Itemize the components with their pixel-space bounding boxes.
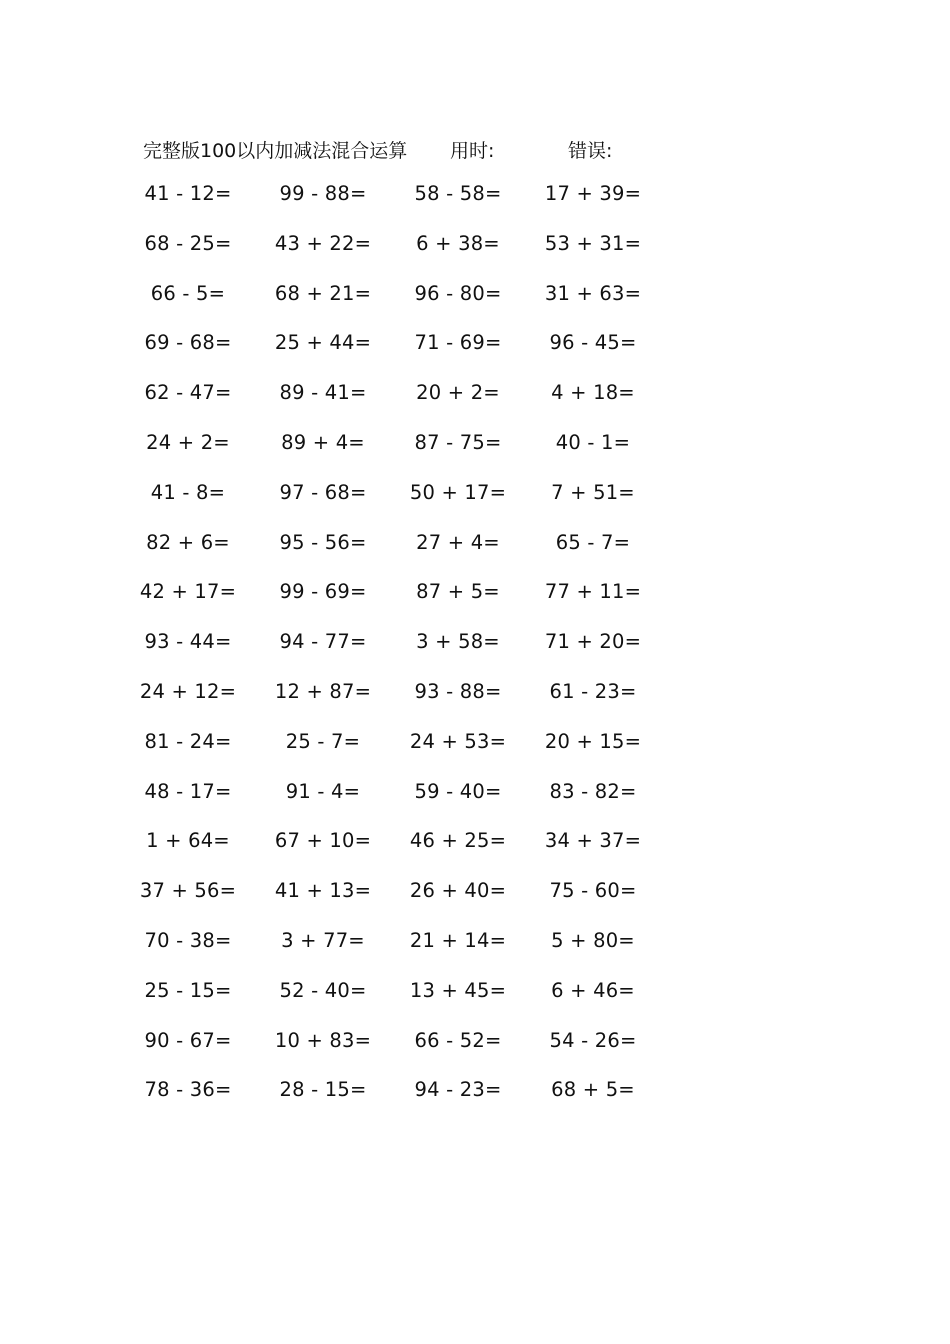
math-problem: 28 - 15=: [279, 1078, 367, 1102]
math-problem: 75 - 60=: [549, 879, 637, 903]
math-problem: 4 + 18=: [551, 381, 635, 405]
math-problem: 87 + 5=: [416, 580, 500, 604]
math-problem: 65 - 7=: [555, 530, 631, 554]
math-problem: 25 - 7=: [285, 729, 361, 753]
problem-row: [0, 481, 950, 531]
math-problem: 61 - 23=: [549, 679, 637, 703]
math-problem: 3 + 77=: [281, 928, 365, 952]
math-problem: 71 - 69=: [414, 331, 502, 355]
math-problem: 34 + 37=: [544, 829, 642, 853]
math-problem: 24 + 53=: [409, 729, 507, 753]
problem-row: [0, 381, 950, 431]
problem-row: [0, 1078, 950, 1128]
math-problem: 24 + 12=: [139, 679, 237, 703]
math-problem: 77 + 11=: [544, 580, 642, 604]
math-problem: 41 - 8=: [150, 480, 226, 504]
problem-row: [0, 630, 950, 680]
math-problem: 97 - 68=: [279, 480, 367, 504]
math-problem: 66 - 5=: [150, 281, 226, 305]
math-problem: 91 - 4=: [285, 779, 361, 803]
problem-row: [0, 1029, 950, 1079]
math-problem: 37 + 56=: [139, 879, 237, 903]
problem-row: [0, 431, 950, 481]
problem-row: [0, 929, 950, 979]
math-problem: 5 + 80=: [551, 928, 635, 952]
problem-row: [0, 282, 950, 332]
math-problem: 93 - 44=: [144, 630, 232, 654]
math-problem: 62 - 47=: [144, 381, 232, 405]
math-problem: 41 - 12=: [144, 182, 232, 205]
math-problem: 26 + 40=: [409, 879, 507, 903]
math-problem: 66 - 52=: [414, 1028, 502, 1052]
problem-row: [0, 331, 950, 381]
math-problem: 52 - 40=: [279, 978, 367, 1002]
math-problem: 67 + 10=: [274, 829, 372, 853]
math-problem: 95 - 56=: [279, 530, 367, 554]
time-label: 用时:: [450, 140, 495, 162]
math-problem: 78 - 36=: [144, 1078, 232, 1102]
problem-row: [0, 979, 950, 1029]
math-problem: 68 + 21=: [274, 281, 372, 305]
math-problem: 82 + 6=: [146, 530, 230, 554]
math-problem: 54 - 26=: [549, 1028, 637, 1052]
math-problem: 89 - 41=: [279, 381, 367, 405]
problem-row: [0, 182, 950, 232]
math-problem: 6 + 38=: [416, 231, 500, 255]
math-problem: 6 + 46=: [551, 978, 635, 1002]
problem-row: [0, 879, 950, 929]
math-problem: 69 - 68=: [144, 331, 232, 355]
math-problem: 40 - 1=: [555, 430, 631, 454]
math-problem: 13 + 45=: [409, 978, 507, 1002]
math-problem: 17 + 39=: [544, 182, 642, 205]
problem-row: [0, 780, 950, 830]
math-problem: 12 + 87=: [274, 679, 372, 703]
math-problem: 25 + 44=: [274, 331, 372, 355]
math-problem: 89 + 4=: [281, 430, 365, 454]
problem-row: [0, 829, 950, 879]
math-problem: 10 + 83=: [274, 1028, 372, 1052]
math-problem: 70 - 38=: [144, 928, 232, 952]
math-problem: 59 - 40=: [414, 779, 502, 803]
math-problem: 83 - 82=: [549, 779, 637, 803]
math-problem: 93 - 88=: [414, 679, 502, 703]
problem-grid: [0, 182, 950, 1128]
math-problem: 48 - 17=: [144, 779, 232, 803]
math-problem: 46 + 25=: [409, 829, 507, 853]
problem-row: [0, 680, 950, 730]
math-problem: 27 + 4=: [416, 530, 500, 554]
math-problem: 20 + 2=: [416, 381, 500, 405]
math-problem: 42 + 17=: [139, 580, 237, 604]
math-problem: 21 + 14=: [409, 928, 507, 952]
math-problem: 1 + 64=: [146, 829, 230, 853]
math-problem: 71 + 20=: [544, 630, 642, 654]
math-problem: 68 + 5=: [551, 1078, 635, 1102]
problem-row: [0, 531, 950, 581]
math-problem: 53 + 31=: [544, 231, 642, 255]
math-problem: 99 - 88=: [279, 182, 367, 205]
math-problem: 99 - 69=: [279, 580, 367, 604]
math-problem: 24 + 2=: [146, 430, 230, 454]
problem-row: [0, 730, 950, 780]
math-problem: 41 + 13=: [274, 879, 372, 903]
math-problem: 87 - 75=: [414, 430, 502, 454]
math-problem: 20 + 15=: [544, 729, 642, 753]
math-problem: 43 + 22=: [274, 231, 372, 255]
math-problem: 50 + 17=: [409, 480, 507, 504]
math-problem: 3 + 58=: [416, 630, 500, 654]
math-problem: 81 - 24=: [144, 729, 232, 753]
math-problem: 68 - 25=: [144, 231, 232, 255]
worksheet-title: 完整版100以内加减法混合运算: [143, 140, 408, 162]
math-problem: 94 - 23=: [414, 1078, 502, 1102]
math-problem: 96 - 80=: [414, 281, 502, 305]
problem-row: [0, 232, 950, 282]
math-problem: 25 - 15=: [144, 978, 232, 1002]
math-problem: 94 - 77=: [279, 630, 367, 654]
problem-row: [0, 580, 950, 630]
math-problem: 31 + 63=: [544, 281, 642, 305]
math-problem: 58 - 58=: [414, 182, 502, 205]
math-problem: 96 - 45=: [549, 331, 637, 355]
math-problem: 7 + 51=: [551, 480, 635, 504]
math-problem: 90 - 67=: [144, 1028, 232, 1052]
error-label: 错误:: [568, 140, 613, 162]
